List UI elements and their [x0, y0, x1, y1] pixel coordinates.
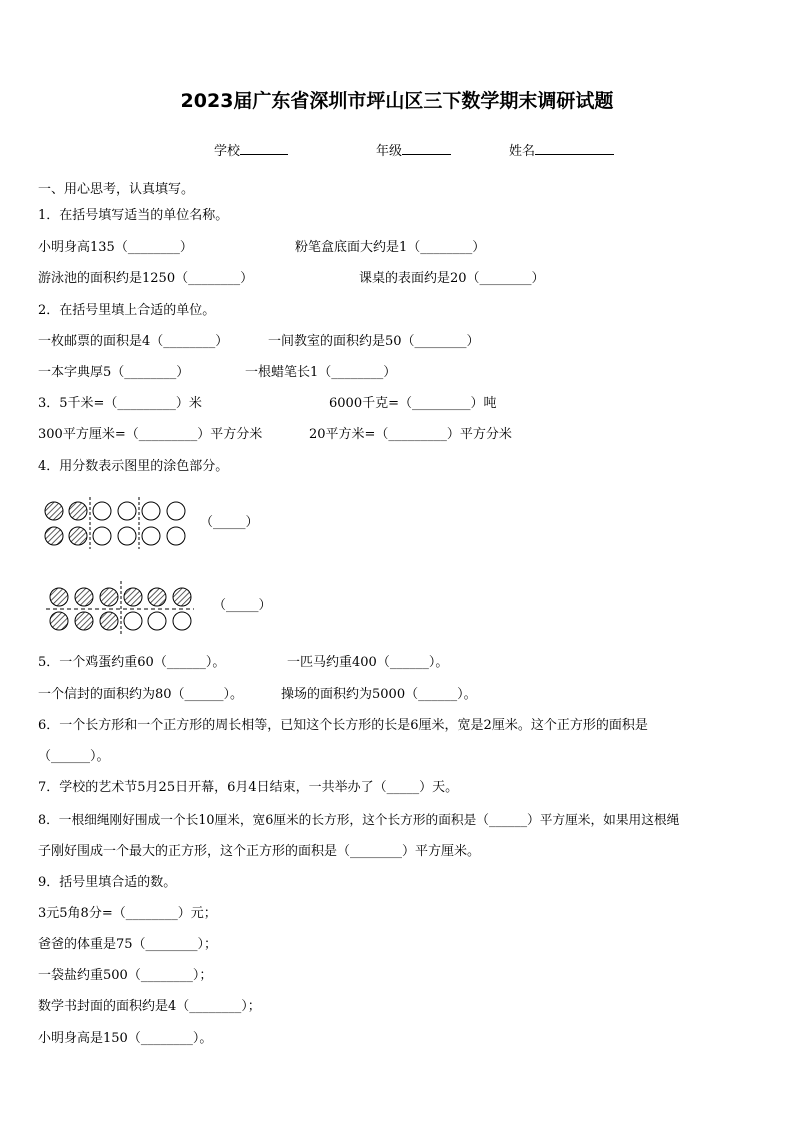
shaded-circle [50, 612, 68, 630]
q9-stem: 9．括号里填合适的数。 [38, 875, 177, 890]
figure1-top-row [45, 502, 185, 520]
empty-circle [167, 527, 185, 545]
shaded-circle [50, 588, 68, 606]
empty-circle [118, 527, 136, 545]
q2-item-d: 一根蜡笔长1（________） [245, 365, 397, 380]
q2-item-b: 一间教室的面积约是50（________） [268, 334, 480, 349]
q7-text: 7．学校的艺术节5月25日开幕，6月4日结束，一共举办了（_____）天。 [38, 780, 459, 795]
shaded-circle [69, 502, 87, 520]
q5-item-c: 一个信封的面积约为80（______）。 [38, 687, 244, 702]
q1-stem: 1．在括号填写适当的单位名称。 [38, 208, 229, 223]
q4-stem: 4．用分数表示图里的涂色部分。 [38, 459, 229, 474]
q6-line-2: （______）。 [38, 749, 110, 764]
shaded-circle [148, 588, 166, 606]
empty-circle [173, 612, 191, 630]
shaded-circle [45, 502, 63, 520]
section-heading: 一、用心思考，认真填写。 [38, 182, 195, 197]
shaded-circle [75, 612, 93, 630]
q5-item-b: 一匹马约重400（______）。 [287, 655, 449, 670]
q1-item-a: 小明身高135（________） [38, 240, 193, 255]
q4-answer-2[interactable]: （_____） [213, 598, 272, 613]
grade-label: 年级 [376, 144, 403, 159]
shaded-circle [45, 527, 63, 545]
school-field [214, 140, 288, 159]
grade-blank[interactable] [402, 141, 451, 155]
name-field [509, 140, 614, 159]
q2-stem: 2．在括号里填上合适的单位。 [38, 303, 216, 318]
empty-circle [118, 502, 136, 520]
name-label: 姓名 [509, 144, 536, 159]
shaded-circle [75, 588, 93, 606]
q3-item-c: 300平方厘米=（_________）平方分米 [38, 427, 263, 442]
empty-circle [93, 502, 111, 520]
shaded-circle [173, 588, 191, 606]
empty-circle [124, 612, 142, 630]
q9-item-b: 爸爸的体重是75（________）； [38, 937, 218, 952]
q9-item-a: 3元5角8分=（________）元； [38, 906, 217, 921]
q2-item-c: 一本字典厚5（________） [38, 365, 190, 380]
q3-item-d: 20平方米=（_________）平方分米 [309, 427, 512, 442]
q9-item-c: 一袋盐约重500（________）； [38, 968, 213, 983]
q5-item-a: 5．一个鸡蛋约重60（______）。 [38, 655, 226, 670]
q5-item-d: 操场的面积约为5000（______）。 [281, 687, 477, 702]
q8-line-1: 8．一根细绳刚好围成一个长10厘米，宽6厘米的长方形，这个长方形的面积是（______）平方厘米，如果用这根绳 [38, 812, 680, 827]
q3-item-b: 6000千克=（_________）吨 [329, 396, 497, 411]
name-blank[interactable] [535, 141, 614, 155]
q2-item-a: 一枚邮票的面积是4（________） [38, 334, 229, 349]
shaded-circle [100, 612, 118, 630]
empty-circle [142, 502, 160, 520]
empty-circle [148, 612, 166, 630]
empty-circle [167, 502, 185, 520]
school-label: 学校 [214, 144, 241, 159]
q4-figure-1 [38, 495, 198, 551]
q4-answer-1[interactable]: （_____） [200, 515, 259, 530]
school-blank[interactable] [240, 141, 288, 155]
shaded-circle [100, 588, 118, 606]
grade-field [376, 140, 451, 159]
shaded-circle [69, 527, 87, 545]
q3-item-a: 3．5千米=（_________）米 [38, 396, 202, 411]
q1-item-d: 课桌的表面约是20（________） [359, 271, 545, 286]
q4-figure-2 [38, 579, 198, 637]
empty-circle [93, 527, 111, 545]
empty-circle [142, 527, 160, 545]
shaded-circle [124, 588, 142, 606]
q9-item-e: 小明身高是150（________）。 [38, 1031, 213, 1046]
page-title: 2023届广东省深圳市坪山区三下数学期末调研试题 [180, 90, 614, 112]
q8-line-2: 子刚好围成一个最大的正方形，这个正方形的面积是（________）平方厘米。 [38, 844, 481, 859]
q1-item-c: 游泳池的面积约是1250（________） [38, 271, 254, 286]
q6-line-1: 6．一个长方形和一个正方形的周长相等，已知这个长方形的长是6厘米，宽是2厘米。这个正方形的面积是 [38, 718, 648, 733]
figure1-bottom-row [45, 527, 185, 545]
q1-item-b: 粉笔盒底面大约是1（________） [295, 240, 486, 255]
q9-item-d: 数学书封面的面积约是4（________）； [38, 999, 261, 1014]
